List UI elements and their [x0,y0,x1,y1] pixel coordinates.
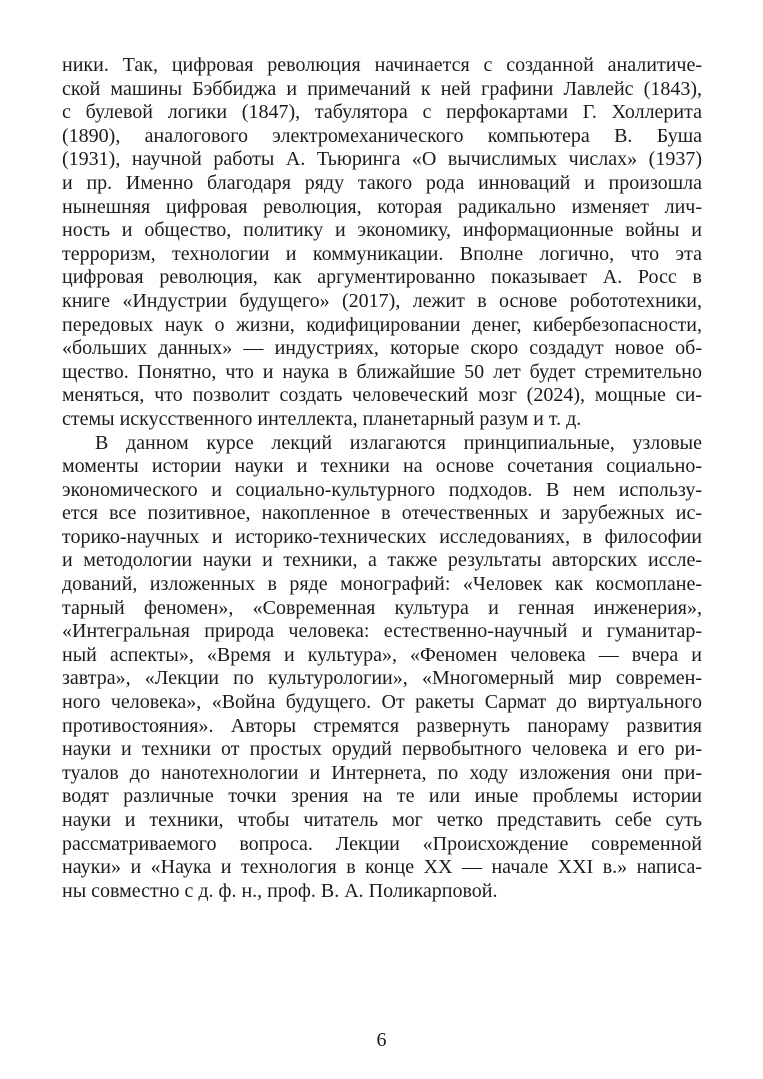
text-line: науки» и «Наука и технология в конце XX — начале XXI в.» написа- [62,856,702,879]
text-line: науки и техники от простых орудий первобытного человека и его ри- [62,738,702,761]
text-line: туалов до нанотехнологии и Интернета, по ходу изложения они при- [62,761,702,784]
text-line: терроризм, технологии и коммуникации. Вполне логично, что эта [62,242,702,265]
text-line: ской машины Бэббиджа и примечаний к ней графини Лавлейс (1843), [62,77,702,100]
text-line: ного человека», «Война будущего. От ракеты Сармат до виртуального [62,691,702,714]
text-line: дований, изложенных в ряде монографий: «Человек как космоплане- [62,573,702,596]
text-line: (1890), аналогового электромеханического компьютера В. Буша [62,124,702,147]
text-line: «Интегральная природа человека: естественно-научный и гуманитар- [62,620,702,643]
text-line: экономического и социально-культурного подходов. В нем использу- [62,478,702,501]
text-line: ется все позитивное, накопленное в отечественных и зарубежных ис- [62,502,702,525]
text-line: моменты истории науки и техники на основе сочетания социально- [62,455,702,478]
text-line: ный аспекты», «Время и культура», «Феномен человека — вчера и [62,643,702,666]
text-line: завтра», «Лекции по культурологии», «Многомерный мир современ- [62,667,702,690]
text-line: водят различные точки зрения на те или иные проблемы истории [62,785,702,808]
text-line: рассматриваемого вопроса. Лекции «Происхождение современной [62,832,702,855]
text-line: нынешняя цифровая революция, которая радикально изменяет лич- [62,195,702,218]
text-line: ники. Так, цифровая революция начинается с созданной аналитиче- [62,54,702,76]
text-line: и методологии науки и техники, а также результаты авторских иссле- [62,549,702,572]
text-line: ность и общество, политику и экономику, информационные войны и [62,219,702,242]
text-line: передовых наук о жизни, кодифицировании денег, кибербезопасности, [62,313,702,336]
page-number: 6 [376,1029,387,1051]
text-line: «больших данных» — индустриях, которые скоро создадут новое об- [62,337,702,360]
text-line: цифровая революция, как аргументированно показывает А. Росс в [62,266,702,289]
paragraph-2 [62,432,702,904]
text-line: и пр. Именно благодаря ряду такого рода инноваций и произошла [62,171,702,194]
text-line: В данном курсе лекций излагаются принципиальные, узловые [95,431,702,454]
text-line: ны совместно с д. ф. н., проф. В. А. Поликарповой. [62,879,498,902]
paragraph-1 [62,54,702,432]
text-line: тарный феномен», «Современная культура и генная инженерия», [62,596,702,619]
text-line: щество. Понятно, что и наука в ближайшие 50 лет будет стремительно [62,360,702,383]
text-line: (1931), научной работы А. Тьюринга «О вычислимых числах» (1937) [62,148,702,171]
text-line: книге «Индустрии будущего» (2017), лежит в основе робототехники, [62,289,702,312]
text-line: с булевой логики (1847), табулятора с перфокартами Г. Холлерита [62,101,702,124]
text-line: стемы искусственного интеллекта, планетарный разум и т. д. [62,407,582,430]
page-text-block [62,54,702,903]
text-line: науки и техники, чтобы читатель мог четко представить себе суть [62,809,702,831]
text-line: меняться, что позволит создать человеческий мозг (2024), мощные си- [62,384,702,407]
text-line: противостояния». Авторы стремятся развернуть панораму развития [62,714,702,737]
text-line: торико-научных и историко-технических исследованиях, в философии [62,525,702,548]
